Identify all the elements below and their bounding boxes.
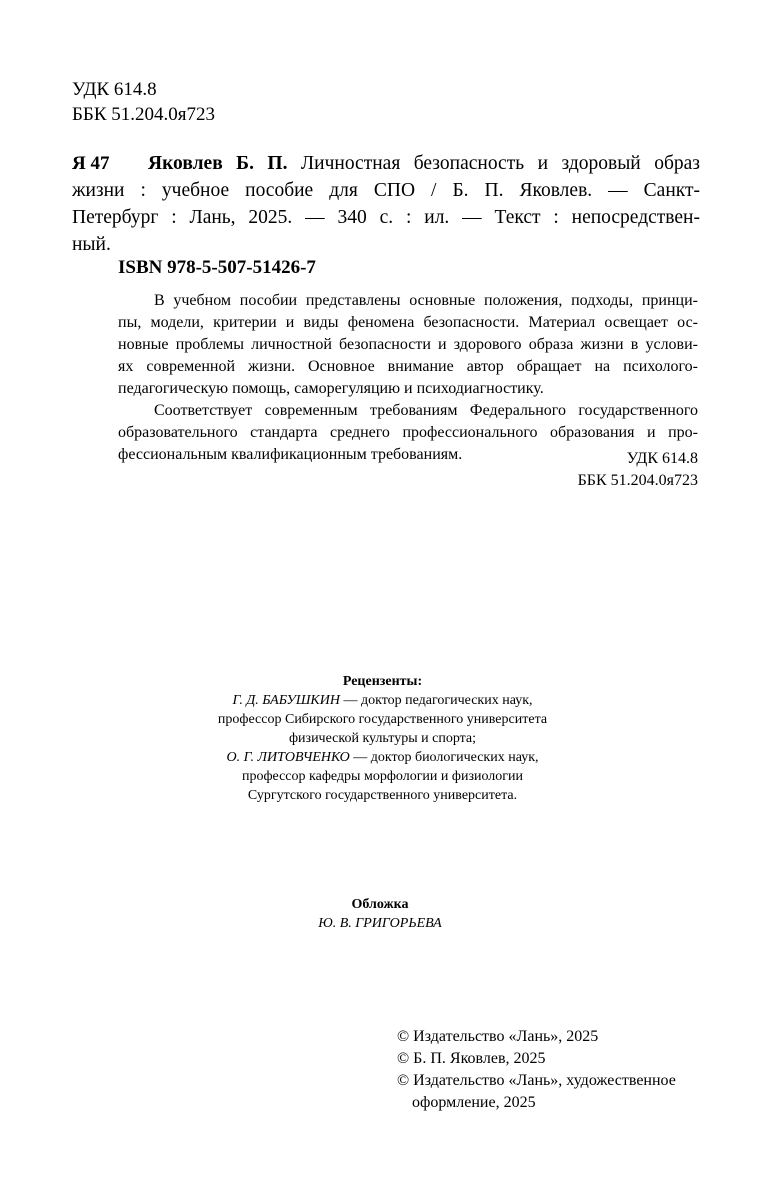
annotation-line: образовательного стандарта среднего профессионального образования и про- [118,424,698,441]
reviewer-2 [150,748,615,767]
biblio-line-3: Петербург : Лань, 2025. — 340 с. : ил. — Текст : непосредствен- [72,207,700,228]
copyright-line: © Издательство «Лань», художественное [397,1072,676,1089]
author-mark: Я 47 [72,153,110,174]
biblio-line-1 [72,150,700,177]
reviewer-2-affiliation: профессор кафедры морфологии и физиологии [241,769,524,784]
annotation-line: новные проблемы личностной безопасности и здорового образа жизни в услови- [118,336,698,353]
udk-code: УДК 614.8 [626,450,698,467]
annotation-line: фессиональным квалификационным требованиям. [118,446,463,463]
copyright-line: оформление, 2025 [412,1094,536,1111]
reviewer-2-name: О. Г. ЛИТОВЧЕНКО [226,750,350,765]
classification-codes-right [578,448,698,492]
copyright-line: © Издательство «Лань», 2025 [397,1028,599,1045]
biblio-line-2: жизни : учебное пособие для СПО / Б. П. Яковлев. — Санкт- [72,180,700,201]
annotation-line: пы, модели, критерии и виды феномена безопасности. Материал освещает ос- [118,314,698,331]
author-name: Яковлев Б. П. [148,153,288,174]
reviewers-block [150,672,615,805]
biblio-line-4: ный. [72,234,111,255]
annotation-line: Соответствует современным требованиям Федерального государственного [154,402,698,419]
book-title: Личностная безопасность и здоровый образ [287,153,700,174]
annotation [118,290,698,466]
cover-credit [230,895,530,933]
bbk-code: ББК 51.204.0я723 [577,472,698,489]
bibliographic-record [72,150,700,258]
copyright-notices [397,1026,676,1114]
reviewer-1-affiliation: профессор Сибирского государственного университета [217,712,548,727]
annotation-line: ях современной жизни. Основное внимание автор обращает на психолого- [118,358,698,375]
isbn: ISBN 978-5-507-51426-7 [118,257,316,278]
reviewers-heading: Рецензенты: [342,674,423,689]
reviewer-1-title: — доктор педагогических наук, [339,693,533,708]
udk-code: УДК 614.8 [72,79,157,100]
reviewer-1-affiliation-cont: физической культуры и спорта; [288,731,477,746]
copyright-line: © Б. П. Яковлев, 2025 [397,1050,546,1067]
reviewer-2-title: — доктор биологических наук, [349,750,539,765]
classification-codes-top [72,77,215,127]
cover-heading: Обложка [351,897,409,912]
reviewer-1 [150,691,615,710]
reviewer-1-name: Г. Д. БАБУШКИН [232,693,340,708]
bbk-code: ББК 51.204.0я723 [72,104,215,125]
annotation-line: В учебном пособии представлены основные положения, подходы, принци- [154,292,698,309]
cover-designer: Ю. В. ГРИГОРЬЕВА [318,916,442,931]
reviewer-2-affiliation-cont: Сургутского государственного университета. [247,788,518,803]
annotation-line: педагогическую помощь, саморегуляцию и психодиагностику. [118,380,544,397]
